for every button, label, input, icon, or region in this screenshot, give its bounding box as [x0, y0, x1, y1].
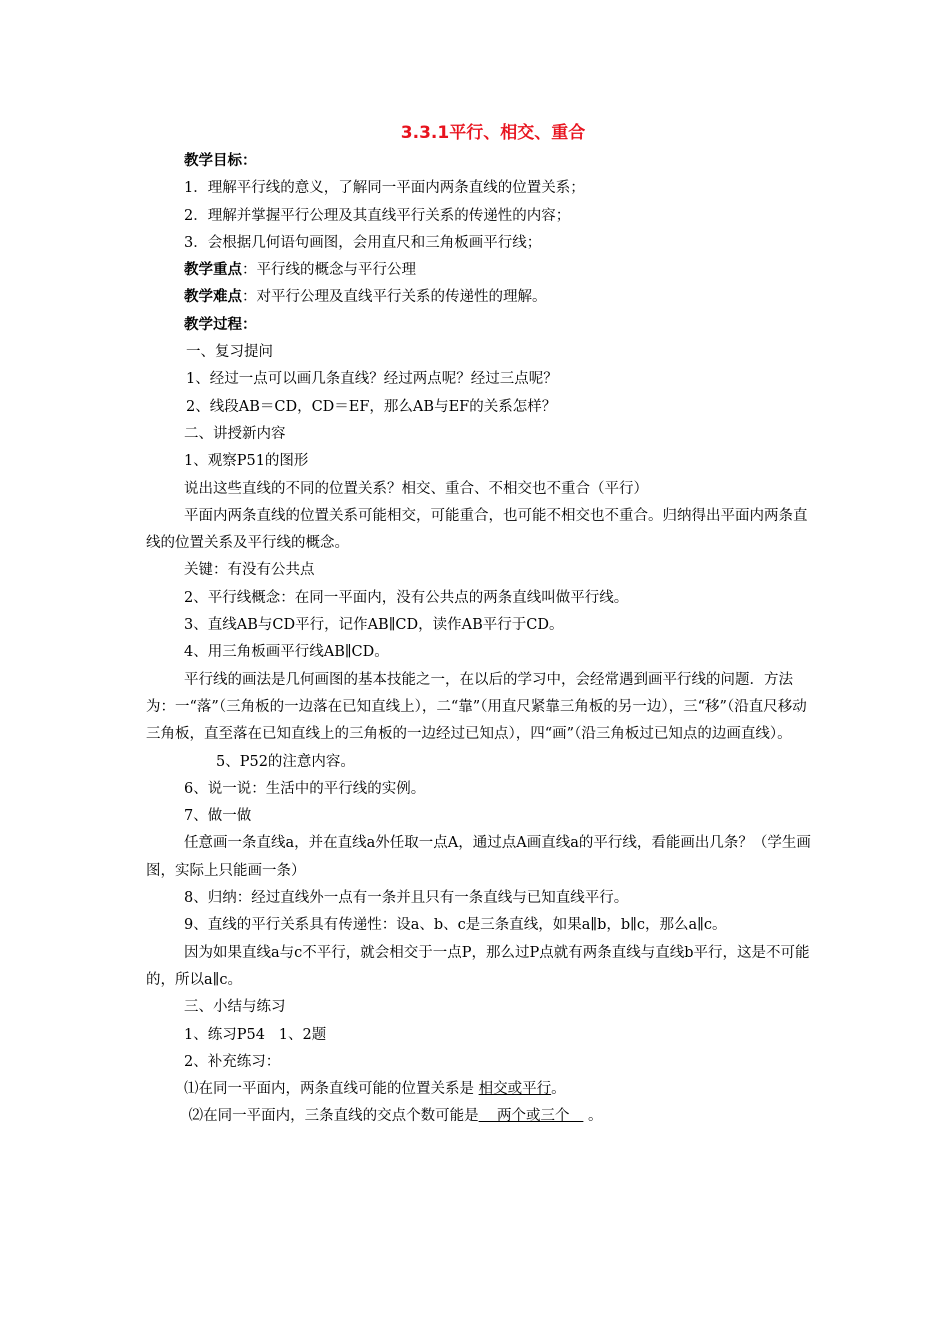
content-paragraph: 任意画一条直线a，并在直线a外任取一点A，通过点A画直线a的平行线，看能画出几条？（学生画图，实际上只能画一条） — [146, 835, 811, 879]
content-line: 4、用三角板画平行线AB∥CD。 — [184, 644, 389, 661]
content-line: 3、直线AB与CD平行，记作AB∥CD，读作AB平行于CD。 — [184, 617, 564, 634]
goal-item: 3．会根据几何语句画图，会用直尺和三角板画平行线； — [184, 234, 542, 251]
content-line: 关键：有没有公共点 — [184, 562, 315, 579]
section-heading: 一、复习提问 — [186, 344, 273, 361]
difficulty-label: 教学难点 — [184, 289, 242, 306]
content-line: 7、做一做 — [184, 808, 252, 825]
process-heading: 教学过程： — [184, 316, 257, 333]
content-paragraph: 因为如果直线a与c不平行，就会相交于一点P，那么过P点就有两条直线与直线b平行，这是不可能的，所以a∥c。 — [146, 944, 810, 988]
content-paragraph: 平行线的画法是几何画图的基本技能之一，在以后的学习中，会经常遇到画平行线的问题．方法为：一“落”（三角板的一边落在已知直线上），二“靠”（用直尺紧靠三角板的另一边），三“移”（沿直尺移动三角板，直至落在已知直线上的三角板的一边经过已知点），四“画”（沿三角板过已知点的边画直线）。 — [146, 671, 807, 743]
goal-item: 2．理解并掌握平行公理及其直线平行关系的传递性的内容； — [184, 207, 571, 224]
content-line: 说出这些直线的不同的位置关系？相交、重合、不相交也不重合（平行） — [184, 480, 648, 497]
content-line: 1、练习P54 1、2题 — [184, 1026, 327, 1043]
document-title: 3.3.1平行、相交、重合 — [400, 123, 586, 143]
difficulty-point — [146, 284, 816, 311]
exercise-2-answer: 两个或三个 — [478, 1108, 584, 1125]
document-page — [146, 118, 816, 1131]
exercise-1-text: ⑴在同一平面内，两条直线可能的位置关系是 — [184, 1081, 479, 1098]
review-question: 2、线段AB＝CD，CD＝EF，那么AB与EF的关系怎样？ — [186, 398, 557, 415]
review-question: 1、经过一点可以画几条直线？经过两点呢？经过三点呢？ — [186, 371, 558, 388]
key-point — [146, 257, 816, 284]
content-line: 6、说一说：生活中的平行线的实例。 — [184, 780, 426, 797]
section-heading: 二、讲授新内容 — [184, 425, 286, 442]
difficulty-text: ：对平行公理及直线平行关系的传递性的理解。 — [242, 289, 547, 306]
exercise-1-answer: 相交或平行 — [478, 1081, 552, 1098]
content-line: 2、平行线概念：在同一平面内，没有公共点的两条直线叫做平行线。 — [184, 589, 629, 606]
section-heading: 三、小结与练习 — [184, 999, 286, 1016]
key-point-label: 教学重点 — [184, 262, 242, 279]
exercise-1 — [146, 1076, 816, 1103]
content-line: 8、归纳：经过直线外一点有一条并且只有一条直线与已知直线平行。 — [184, 890, 629, 907]
content-line: 2、补充练习： — [184, 1053, 281, 1070]
content-line: 5、P52的注意内容。 — [216, 753, 355, 770]
content-line: 1、观察P51的图形 — [184, 453, 309, 470]
content-paragraph: 平面内两条直线的位置关系可能相交，可能重合，也可能不相交也不重合。归纳得出平面内两条直线的位置关系及平行线的概念。 — [146, 507, 808, 552]
goals-heading: 教学目标： — [184, 153, 257, 169]
exercise-1-end: 。 — [551, 1081, 566, 1098]
goal-item: 1．理解平行线的意义，了解同一平面内两条直线的位置关系； — [184, 180, 585, 197]
key-point-text: ：平行线的概念与平行公理 — [242, 262, 416, 279]
exercise-2 — [146, 1103, 816, 1130]
content-paragraph: 9、直线的平行关系具有传递性：设a、b、c是三条直线，如果a∥b，b∥c，那么a∥c。 — [184, 917, 727, 934]
exercise-2-text: ⑵在同一平面内，三条直线的交点个数可能是 — [184, 1108, 479, 1125]
exercise-2-end: 。 — [583, 1108, 603, 1125]
